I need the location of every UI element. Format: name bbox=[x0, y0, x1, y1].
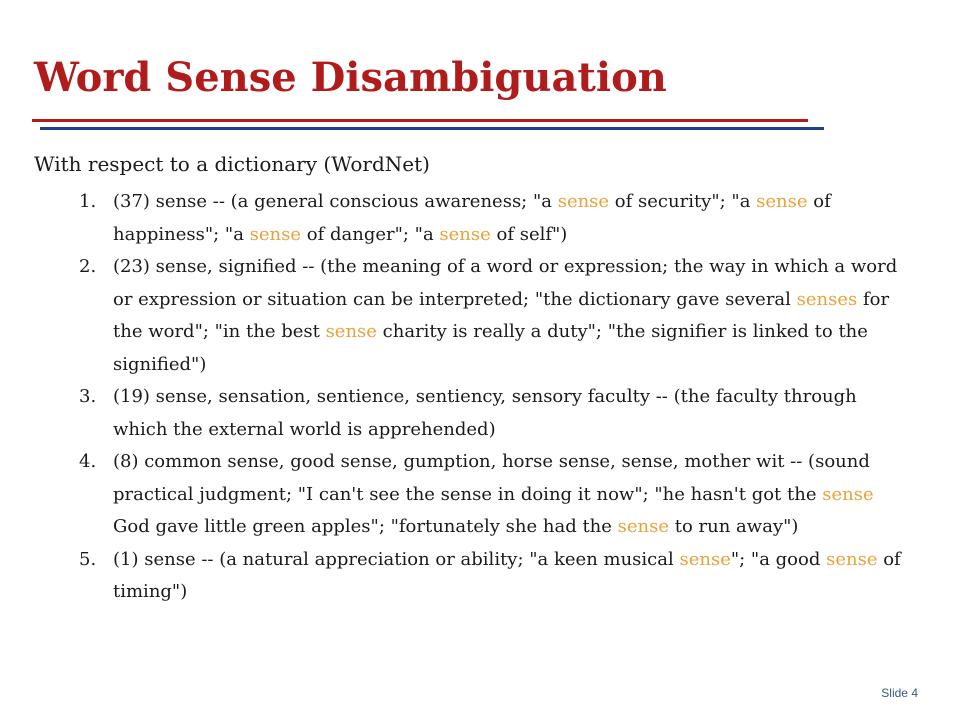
highlighted-term: senses bbox=[796, 288, 858, 310]
sense-list bbox=[34, 186, 914, 609]
sense-number: 1. bbox=[79, 191, 97, 212]
sense-text: to run away") bbox=[669, 516, 799, 537]
sense-number: 2. bbox=[79, 256, 97, 277]
sense-text: "; "a good bbox=[730, 548, 827, 570]
title-underline-blue bbox=[40, 127, 824, 130]
sense-item bbox=[34, 381, 914, 446]
sense-text: of timing") bbox=[113, 548, 901, 602]
sense-text: for the word"; "in the best bbox=[113, 288, 890, 342]
sense-text: charity is really a duty"; "the signifier is linked to the signified") bbox=[113, 321, 868, 375]
highlighted-term: sense bbox=[325, 321, 377, 342]
slide-body bbox=[34, 148, 914, 609]
sense-text: (37) sense -- (a general conscious awareness; "a bbox=[113, 191, 558, 212]
sense-number: 5. bbox=[79, 548, 97, 570]
highlighted-term: sense bbox=[822, 483, 874, 505]
highlighted-term: sense bbox=[557, 191, 610, 212]
highlighted-term: sense bbox=[617, 516, 670, 537]
sense-text: God gave little green apples"; "fortunately she had the bbox=[113, 516, 618, 537]
slide-title: Word Sense Disambiguation bbox=[34, 54, 667, 101]
sense-text: (23) sense, signified -- (the meaning of a word or expression; the way in which a word or expression or situation can be interpreted; "the dictionary gave several bbox=[113, 256, 898, 310]
highlighted-term: sense bbox=[249, 223, 302, 245]
sense-text: (19) sense, sensation, sentience, sentiency, sensory faculty -- (the faculty through which the external world is apprehended) bbox=[113, 386, 857, 440]
highlighted-term: sense bbox=[439, 223, 491, 245]
slide-number: Slide 4 bbox=[881, 686, 918, 700]
sense-text: of happiness"; "a bbox=[113, 191, 831, 245]
sense-number: 3. bbox=[79, 386, 97, 407]
sense-item bbox=[34, 544, 914, 609]
highlighted-term: sense bbox=[756, 191, 808, 212]
sense-text: of danger"; "a bbox=[301, 223, 440, 245]
sense-item bbox=[34, 251, 914, 381]
sense-text: of security"; "a bbox=[609, 191, 757, 212]
sense-number: 4. bbox=[79, 451, 97, 472]
sense-text: (8) common sense, good sense, gumption, horse sense, sense, mother wit -- (sound practical judgment; "I can't see the sense in doing it now"; "he hasn't got the bbox=[113, 451, 870, 505]
highlighted-term: sense bbox=[679, 548, 731, 570]
sense-text: of self") bbox=[490, 223, 568, 245]
title-underline-red bbox=[32, 119, 808, 122]
highlighted-term: sense bbox=[826, 548, 878, 570]
sense-text: (1) sense -- (a natural appreciation or ability; "a keen musical bbox=[113, 548, 680, 570]
subtitle: With respect to a dictionary (WordNet) bbox=[34, 152, 430, 176]
sense-item bbox=[34, 186, 914, 251]
sense-item bbox=[34, 446, 914, 544]
